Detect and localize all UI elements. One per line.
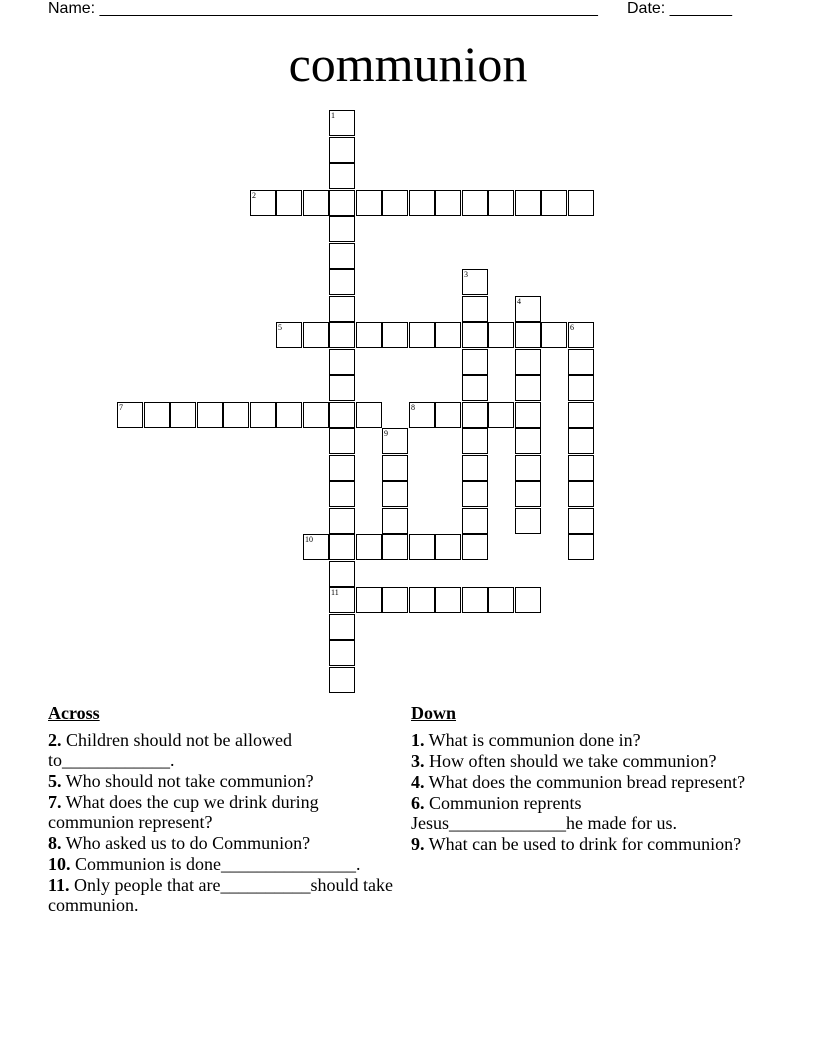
grid-cell[interactable]: [382, 428, 408, 454]
grid-cell[interactable]: [488, 587, 514, 613]
grid-cell[interactable]: [382, 508, 408, 534]
grid-cell[interactable]: [382, 455, 408, 481]
grid-cell[interactable]: [488, 190, 514, 216]
grid-cell[interactable]: [329, 561, 355, 587]
puzzle-title: communion: [288, 36, 528, 92]
down-clue: [411, 834, 756, 854]
grid-cell[interactable]: [435, 322, 461, 348]
down-clue: [411, 772, 756, 792]
grid-cell[interactable]: [515, 508, 541, 534]
grid-cell[interactable]: [515, 481, 541, 507]
grid-cell[interactable]: [329, 243, 355, 269]
clue-number: 2.: [48, 730, 62, 750]
grid-cell[interactable]: [435, 534, 461, 560]
grid-cell[interactable]: [515, 455, 541, 481]
across-clue: [48, 875, 393, 915]
clue-number: 11.: [48, 875, 70, 895]
grid-cell[interactable]: [409, 402, 435, 428]
grid-cell[interactable]: [515, 587, 541, 613]
down-heading: Down: [411, 703, 457, 723]
grid-cell[interactable]: [462, 322, 488, 348]
grid-cell[interactable]: [515, 428, 541, 454]
grid-cell[interactable]: [462, 481, 488, 507]
grid-cell[interactable]: [356, 322, 382, 348]
clue-text: Communion is done_______________.: [70, 854, 361, 874]
grid-cell[interactable]: [303, 190, 329, 216]
grid-cell[interactable]: [276, 402, 302, 428]
clue-number-label: 3: [464, 270, 468, 279]
grid-cell[interactable]: [541, 190, 567, 216]
grid-cell[interactable]: [223, 402, 249, 428]
clue-text: What does the cup we drink during communion represent?: [48, 792, 319, 832]
clue-number-label: 6: [570, 323, 574, 332]
grid-cell[interactable]: [303, 322, 329, 348]
grid-cell[interactable]: [329, 163, 355, 189]
grid-cell[interactable]: [568, 402, 594, 428]
grid-cell[interactable]: [568, 375, 594, 401]
grid-cell[interactable]: [462, 508, 488, 534]
grid-cell[interactable]: [382, 322, 408, 348]
grid-cell[interactable]: [462, 428, 488, 454]
grid-cell[interactable]: [303, 534, 329, 560]
grid-cell[interactable]: [515, 402, 541, 428]
grid-cell[interactable]: [303, 402, 329, 428]
grid-cell[interactable]: [329, 587, 355, 613]
grid-cell[interactable]: [382, 587, 408, 613]
grid-cell[interactable]: [382, 534, 408, 560]
down-clue: [411, 751, 756, 771]
grid-cell[interactable]: [329, 110, 355, 136]
clue-number-label: 9: [384, 429, 388, 438]
grid-cell[interactable]: [329, 322, 355, 348]
grid-cell[interactable]: [276, 190, 302, 216]
across-clue: [48, 771, 393, 791]
grid-cell[interactable]: [329, 349, 355, 375]
name-field[interactable]: Name: ________________________________________________________: [48, 0, 598, 17]
clue-number-label: 11: [331, 588, 339, 597]
grid-cell[interactable]: [117, 402, 143, 428]
clue-number: 9.: [411, 834, 425, 854]
grid-cell[interactable]: [329, 640, 355, 666]
down-clues: [411, 703, 756, 855]
clue-text: What can be used to drink for communion?: [424, 834, 742, 854]
grid-cell[interactable]: [409, 190, 435, 216]
grid-cell[interactable]: [382, 190, 408, 216]
grid-cell[interactable]: [515, 349, 541, 375]
grid-cell[interactable]: [329, 428, 355, 454]
clue-number-label: 2: [252, 191, 256, 200]
grid-cell[interactable]: [568, 508, 594, 534]
grid-cell[interactable]: [356, 587, 382, 613]
clue-number-label: 10: [305, 535, 313, 544]
date-field[interactable]: Date: _______: [627, 0, 732, 17]
clue-text: Who asked us to do Communion?: [61, 833, 311, 853]
grid-cell[interactable]: [409, 534, 435, 560]
grid-cell[interactable]: [462, 534, 488, 560]
clue-number-label: 4: [517, 297, 521, 306]
grid-cell[interactable]: [356, 534, 382, 560]
grid-cell[interactable]: [568, 534, 594, 560]
grid-cell[interactable]: [568, 190, 594, 216]
grid-cell[interactable]: [250, 190, 276, 216]
clue-text: Only people that are__________should take communion.: [48, 875, 393, 915]
grid-cell[interactable]: [462, 587, 488, 613]
grid-cell[interactable]: [329, 481, 355, 507]
clue-text: Communion reprents Jesus_____________he made for us.: [411, 793, 677, 833]
grid-cell[interactable]: [409, 322, 435, 348]
grid-cell[interactable]: [329, 508, 355, 534]
grid-cell[interactable]: [462, 402, 488, 428]
clue-number: 10.: [48, 854, 71, 874]
grid-cell[interactable]: [197, 402, 223, 428]
clue-number: 6.: [411, 793, 425, 813]
grid-cell[interactable]: [356, 190, 382, 216]
across-clue: [48, 792, 393, 832]
grid-cell[interactable]: [515, 375, 541, 401]
grid-cell[interactable]: [568, 349, 594, 375]
grid-cell[interactable]: [515, 322, 541, 348]
grid-cell[interactable]: [515, 190, 541, 216]
grid-cell[interactable]: [329, 137, 355, 163]
grid-cell[interactable]: [356, 402, 382, 428]
grid-cell[interactable]: [568, 428, 594, 454]
across-clue: [48, 833, 393, 853]
down-clue: [411, 730, 756, 750]
grid-cell[interactable]: [488, 322, 514, 348]
grid-cell[interactable]: [435, 587, 461, 613]
clue-text: What does the communion bread represent?: [424, 772, 746, 792]
grid-cell[interactable]: [276, 322, 302, 348]
clue-text: What is communion done in?: [424, 730, 641, 750]
grid-cell[interactable]: [462, 296, 488, 322]
down-clue: [411, 793, 756, 833]
clue-number-label: 1: [331, 111, 335, 120]
clue-number-label: 7: [119, 403, 123, 412]
grid-cell[interactable]: [329, 667, 355, 693]
grid-cell[interactable]: [329, 269, 355, 295]
grid-cell[interactable]: [329, 216, 355, 242]
grid-cell[interactable]: [409, 587, 435, 613]
grid-cell[interactable]: [382, 481, 408, 507]
grid-cell[interactable]: [329, 296, 355, 322]
grid-cell[interactable]: [541, 322, 567, 348]
across-clues: [48, 703, 393, 916]
grid-cell[interactable]: [462, 190, 488, 216]
clue-text: How often should we take communion?: [424, 751, 717, 771]
grid-cell[interactable]: [462, 349, 488, 375]
grid-cell[interactable]: [329, 614, 355, 640]
grid-cell[interactable]: [568, 481, 594, 507]
across-heading: Across: [48, 703, 100, 723]
grid-cell[interactable]: [462, 455, 488, 481]
grid-cell[interactable]: [515, 296, 541, 322]
grid-cell[interactable]: [462, 269, 488, 295]
clue-text: Who should not take communion?: [61, 771, 314, 791]
grid-cell[interactable]: [435, 402, 461, 428]
grid-cell[interactable]: [144, 402, 170, 428]
grid-cell[interactable]: [568, 455, 594, 481]
grid-cell[interactable]: [329, 402, 355, 428]
across-clue: [48, 730, 393, 770]
clue-number-label: 5: [278, 323, 282, 332]
grid-cell[interactable]: [329, 455, 355, 481]
grid-cell[interactable]: [568, 322, 594, 348]
grid-cell[interactable]: [488, 402, 514, 428]
clue-number: 7.: [48, 792, 62, 812]
across-clue: [48, 854, 393, 874]
grid-cell[interactable]: [462, 375, 488, 401]
clue-number: 5.: [48, 771, 62, 791]
grid-cell[interactable]: [170, 402, 196, 428]
grid-cell[interactable]: [329, 375, 355, 401]
grid-cell[interactable]: [250, 402, 276, 428]
grid-cell[interactable]: [329, 534, 355, 560]
grid-cell[interactable]: [329, 190, 355, 216]
clue-number: 1.: [411, 730, 425, 750]
clue-text: Children should not be allowed to____________.: [48, 730, 292, 770]
grid-cell[interactable]: [435, 190, 461, 216]
clue-number-label: 8: [411, 403, 415, 412]
clue-number: 4.: [411, 772, 425, 792]
clue-number: 8.: [48, 833, 62, 853]
clue-number: 3.: [411, 751, 425, 771]
